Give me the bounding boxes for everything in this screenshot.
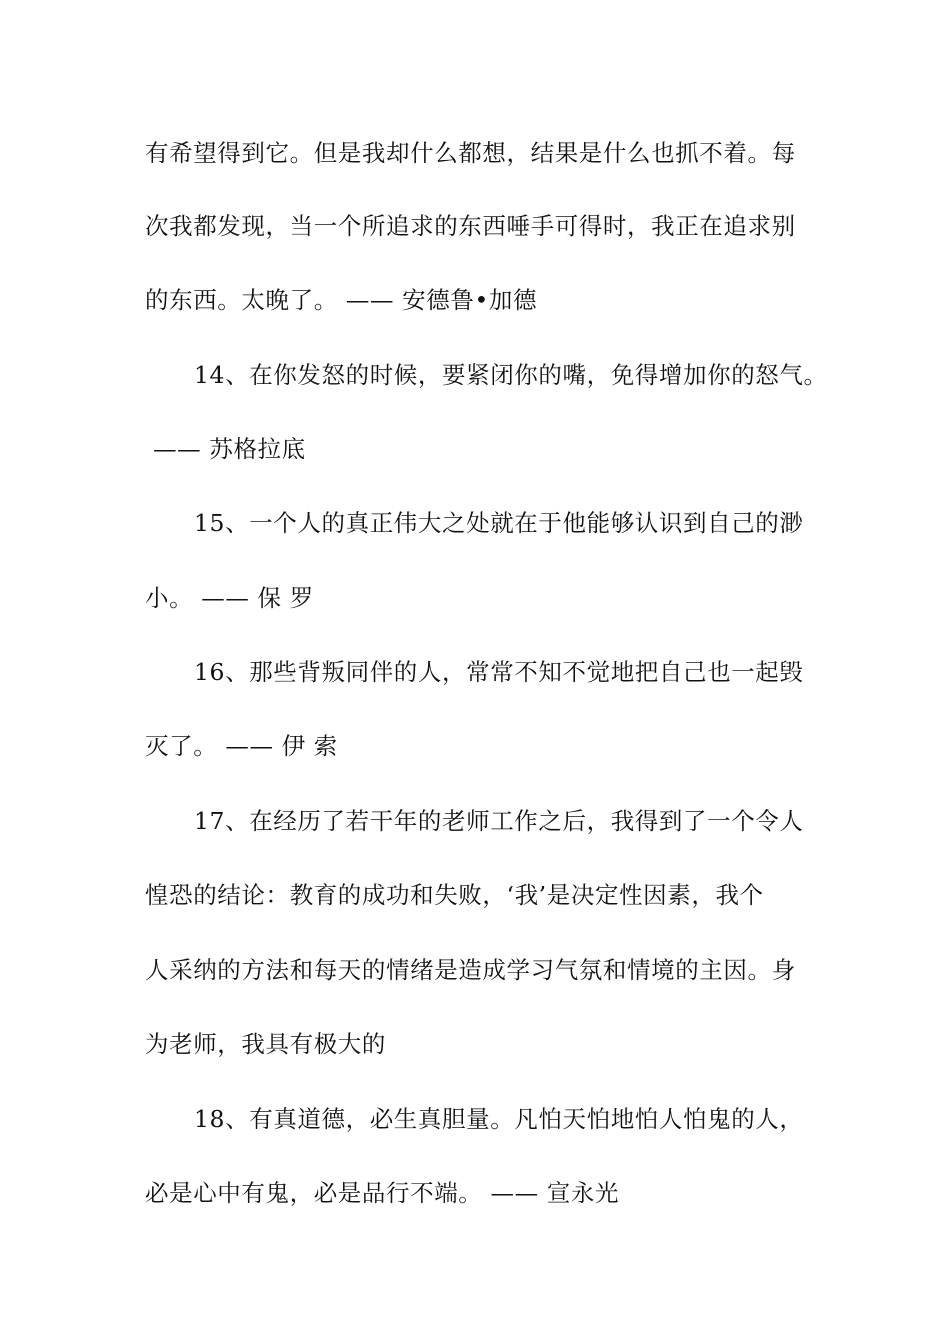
text-line: 15、一个人的真正伟大之处就在于他能够认识到自己的渺 — [194, 509, 804, 537]
text-line: 人采纳的方法和每天的情绪是造成学习气氛和情境的主因。身 — [145, 956, 796, 984]
text-line: 小。 —— 保 罗 — [145, 584, 314, 612]
text-line: 必是心中有鬼，必是品行不端。 —— 宣永光 — [145, 1179, 620, 1207]
text-line: 灭了。 —— 伊 索 — [145, 732, 338, 760]
text-line: 为老师，我具有极大的 — [145, 1030, 386, 1058]
text-line: 18、有真道德，必生真胆量。凡怕天怕地怕人怕鬼的人， — [194, 1105, 804, 1133]
text-line: —— 苏格拉底 — [145, 435, 306, 463]
text-line: 16、那些背叛同伴的人，常常不知不觉地把自己也一起毁 — [194, 658, 804, 686]
text-line: 的东西。太晚了。 —— 安德鲁•加德 — [145, 286, 538, 314]
text-line: 17、在经历了若干年的老师工作之后，我得到了一个令人 — [194, 807, 804, 835]
text-line: 14、在你发怒的时候，要紧闭你的嘴，免得增加你的怒气。 — [194, 361, 828, 389]
text-line: 惶恐的结论：教育的成功和失败，‘我’是决定性因素，我个 — [145, 881, 764, 909]
text-line: 次我都发现，当一个所追求的东西唾手可得时，我正在追求别 — [145, 212, 796, 240]
text-line: 有希望得到它。但是我却什么都想，结果是什么也抓不着。每 — [145, 139, 796, 167]
